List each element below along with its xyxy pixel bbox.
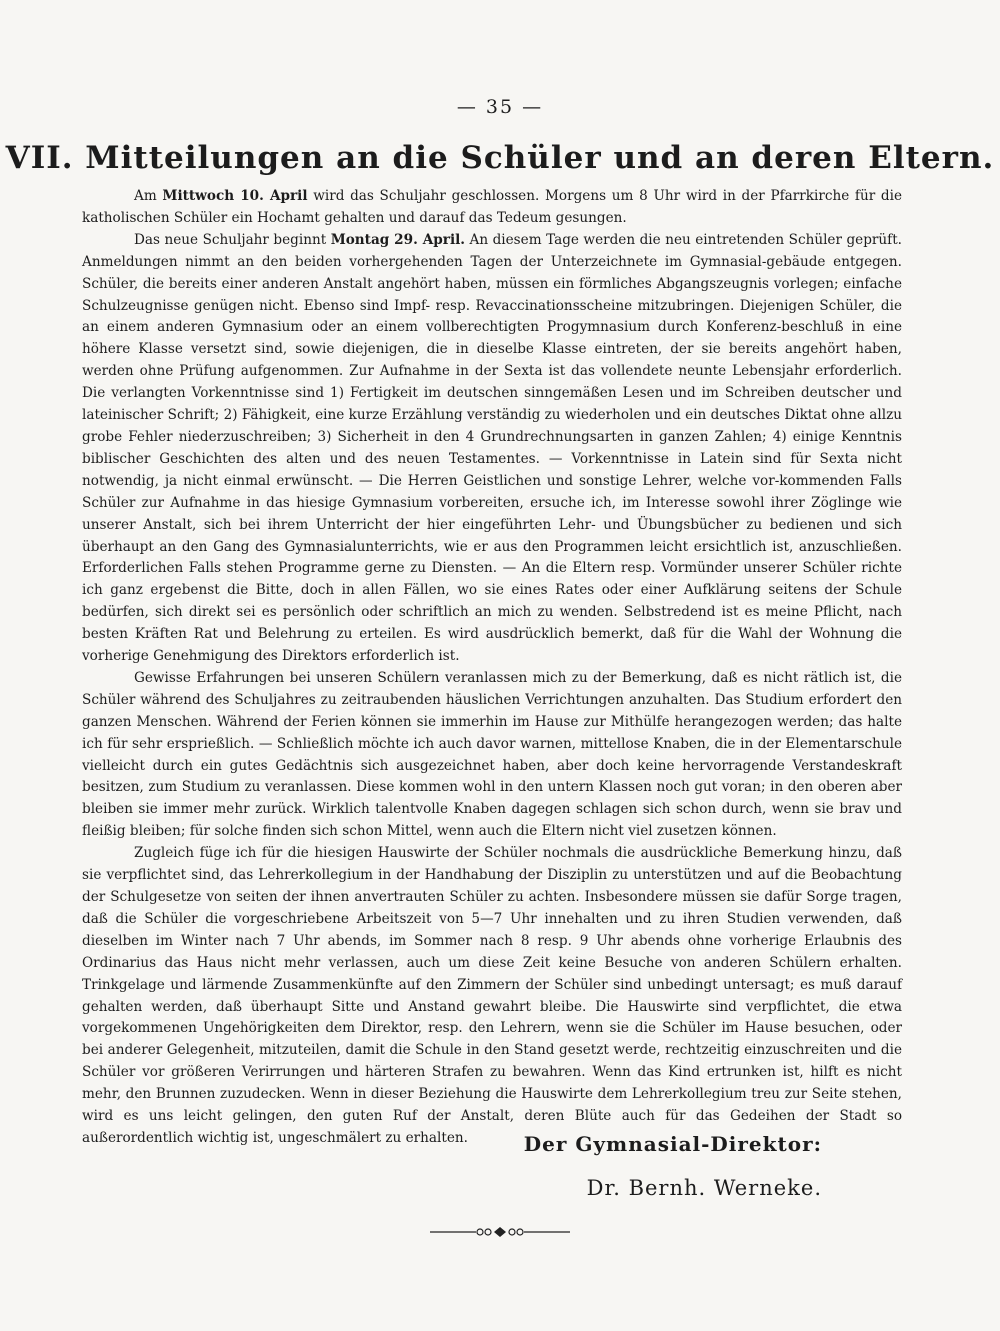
paragraph-text: Das neue Schuljahr beginnt — [134, 231, 331, 248]
divider-ornament — [0, 1226, 1000, 1238]
paragraph-text: Am — [134, 188, 163, 204]
page-number: — 35 — — [456, 96, 544, 118]
signature-name: Dr. Bernh. Werneke. — [586, 1176, 822, 1200]
paragraph-hosts: Zugleich füge ich für die hiesigen Hauswirte der Schüler nochmals die ausdrückliche Bemerkung hinzu, daß sie verpflichtet sind, das Lehrerkollegium in der Handhabung der Disziplin zu unterstützen und auf die Beobachtung der Schulgesetze von seiten der ihnen anvertrauten Schüler zu achten. Insbesondere müssen sie dafür Sorge tragen, daß die Schüler die vorgeschriebene Arbeitszeit von 5—7 Uhr innehalten und zu ihren Studien verwenden, daß dieselben im Winter nach 7 Uhr abends, im Sommer nach 8 resp. 9 Uhr abends ohne vorherige Erlaubnis des Ordinarius das Haus nicht mehr verlassen, auch um diese Zeit keine Besuche von anderen Schülern erhalten. Trinkgelage und lärmende Zusammenkünfte auf den Zimmern der Schüler sind unbedingt untersagt; es muß darauf gehalten werden, daß überhaupt Sitte und Anstand gewahrt bleibe. Die Hauswirte sind verpflichtet, die etwa vorgekommenen Ungehörigkeiten dem Direktor, resp. den Lehrern, wenn sie die Schüler im Hause besuchen, oder bei anderer Gelegenheit, mitzuteilen, damit die Schule in den Stand gesetzt werde, rechtzeitig einzuschreiten und die Schüler vor größeren Verirrungen und härteren Strafen zu bewahren. Wenn das Kind ertrunken ist, hilft es nicht mehr, den Brunnen zuzudecken. Wenn in dieser Beziehung die Hauswirte dem Lehrerkollegium treu zur Seite stehen, wird es uns leicht gelingen, den guten Ruf der Anstalt, deren Blüte auch für das Gedeihen der Stadt so außerordentlich wichtig ist, ungeschmälert zu erhalten. — [82, 845, 902, 1146]
paragraph-closing — [82, 186, 902, 230]
date-emphasis: Mittwoch 10. April — [162, 188, 308, 204]
date-emphasis: Montag 29. April. — [330, 231, 466, 248]
paragraph-new-year — [82, 230, 902, 668]
paragraph-text: wird das Schuljahr geschlossen. Morgens um 8 Uhr wird in der Pfarrkirche für die katholischen Schüler ein Hochamt gehalten und darauf das Tedeum gesungen. — [82, 188, 903, 226]
paragraph-text: An diesem Tage werden die neu eintretenden Schüler geprüft. Anmeldungen nimmt an den beiden vorhergehenden Tagen der Unterzeichnete im Gymnasial-gebäude entgegen. Schüler, die bereits einer anderen Anstalt angehört haben, müssen ein förmliches Abgangszeugnis vorlegen; einfache Schulzeugnisse genügen nicht. Ebenso sind Impf- resp. Revaccinationsscheine mitzubringen. Diejenigen Schüler, die an einem anderen Gymnasium oder an einem vollberechtigten Progymnasium durch Konferenz-beschluß in eine höhere Klasse versetzt sind, sowie diejenigen, die in dieselbe Klasse eintreten, der sie bereits angehört haben, werden ohne Prüfung aufgenommen. Zur Aufnahme in der Sexta ist das vollendete neunte Lebensjahr erforderlich. Die verlangten Vorkenntnisse sind 1) Fertigkeit im deutschen sinngemäßen Lesen und im Schreiben deutscher und lateinischer Schrift; 2) Fähigkeit, eine kurze Erzählung verständig zu wiederholen und ein deutsches Diktat ohne allzu grobe Fehler niederzuschreiben; 3) Sicherheit in den 4 Grundrechnungsarten in ganzen Zahlen; 4) einige Kenntnis biblischer Geschichten des alten und des neuen Testamentes. — Vorkenntnisse in Latein sind für Sexta nicht notwendig, ja nicht einmal erwünscht. — Die Herren Geistlichen und sonstige Lehrer, welche vor-kommenden Falls Schüler zur Aufnahme in das hiesige Gymnasium vorbereiten, ersuche ich, im Interesse sowohl ihrer Zöglinge wie unserer Anstalt, sich bei ihrem Unterricht der hier eingeführten Lehr- und Übungsbücher zu bedienen und sich überhaupt an den Gang des Gymnasialunterrichts, wie er aus den Programmen leicht ersichtlich ist, anzuschließen. Erforderlichen Falls stehen Programme gerne zu Diensten. — An die Eltern resp. Vormünder unserer Schüler richte ich ganz ergebenst die Bitte, doch in allen Fällen, wo sie eines Rates oder einer Aufklärung seitens der Schule bedürfen, sich direkt sei es persönlich oder schriftlich an mich zu wenden. Selbstredend ist es meine Pflicht, nach besten Kräften Rat und Belehrung zu erteilen. Es wird ausdrücklich bemerkt, daß für die Wahl der Wohnung die vorherige Genehmigung des Direktors erforderlich ist. — [82, 231, 902, 665]
signature-role: Der Gymnasial-Direktor: — [523, 1132, 822, 1156]
paragraph-experiences: Gewisse Erfahrungen bei unseren Schülern veranlassen mich zu der Bemerkung, daß es nicht rätlich ist, die Schüler während des Schuljahres zu zeitraubenden häuslichen Verrichtungen anzuhalten. Das Studium erfordert den ganzen Menschen. Während der Ferien können sie immerhin im Hause zur Mithülfe herangezogen werden; das halte ich für sehr ersprießlich. — Schließlich möchte ich auch davor warnen, mittellose Knaben, die in der Elementarschule vielleicht durch ein gutes Gedächtnis sich ausgezeichnet haben, aber doch keine hervorragende Verstandeskraft besitzen, zum Studium zu veranlassen. Diese kommen wohl in den untern Klassen noch gut voran; in den oberen aber bleiben sie immer mehr zurück. Wirklich talentvolle Knaben dagegen schlagen sich schon durch, wenn sie brav und fleißig bleiben; für solche finden sich schon Mittel, wenn auch die Eltern nicht viel zusetzen können. — [82, 669, 902, 840]
section-title: VII. Mitteilungen an die Schüler und an deren Eltern. — [5, 140, 995, 176]
divider-ornament-icon — [430, 1226, 570, 1238]
document-body — [82, 186, 902, 1150]
